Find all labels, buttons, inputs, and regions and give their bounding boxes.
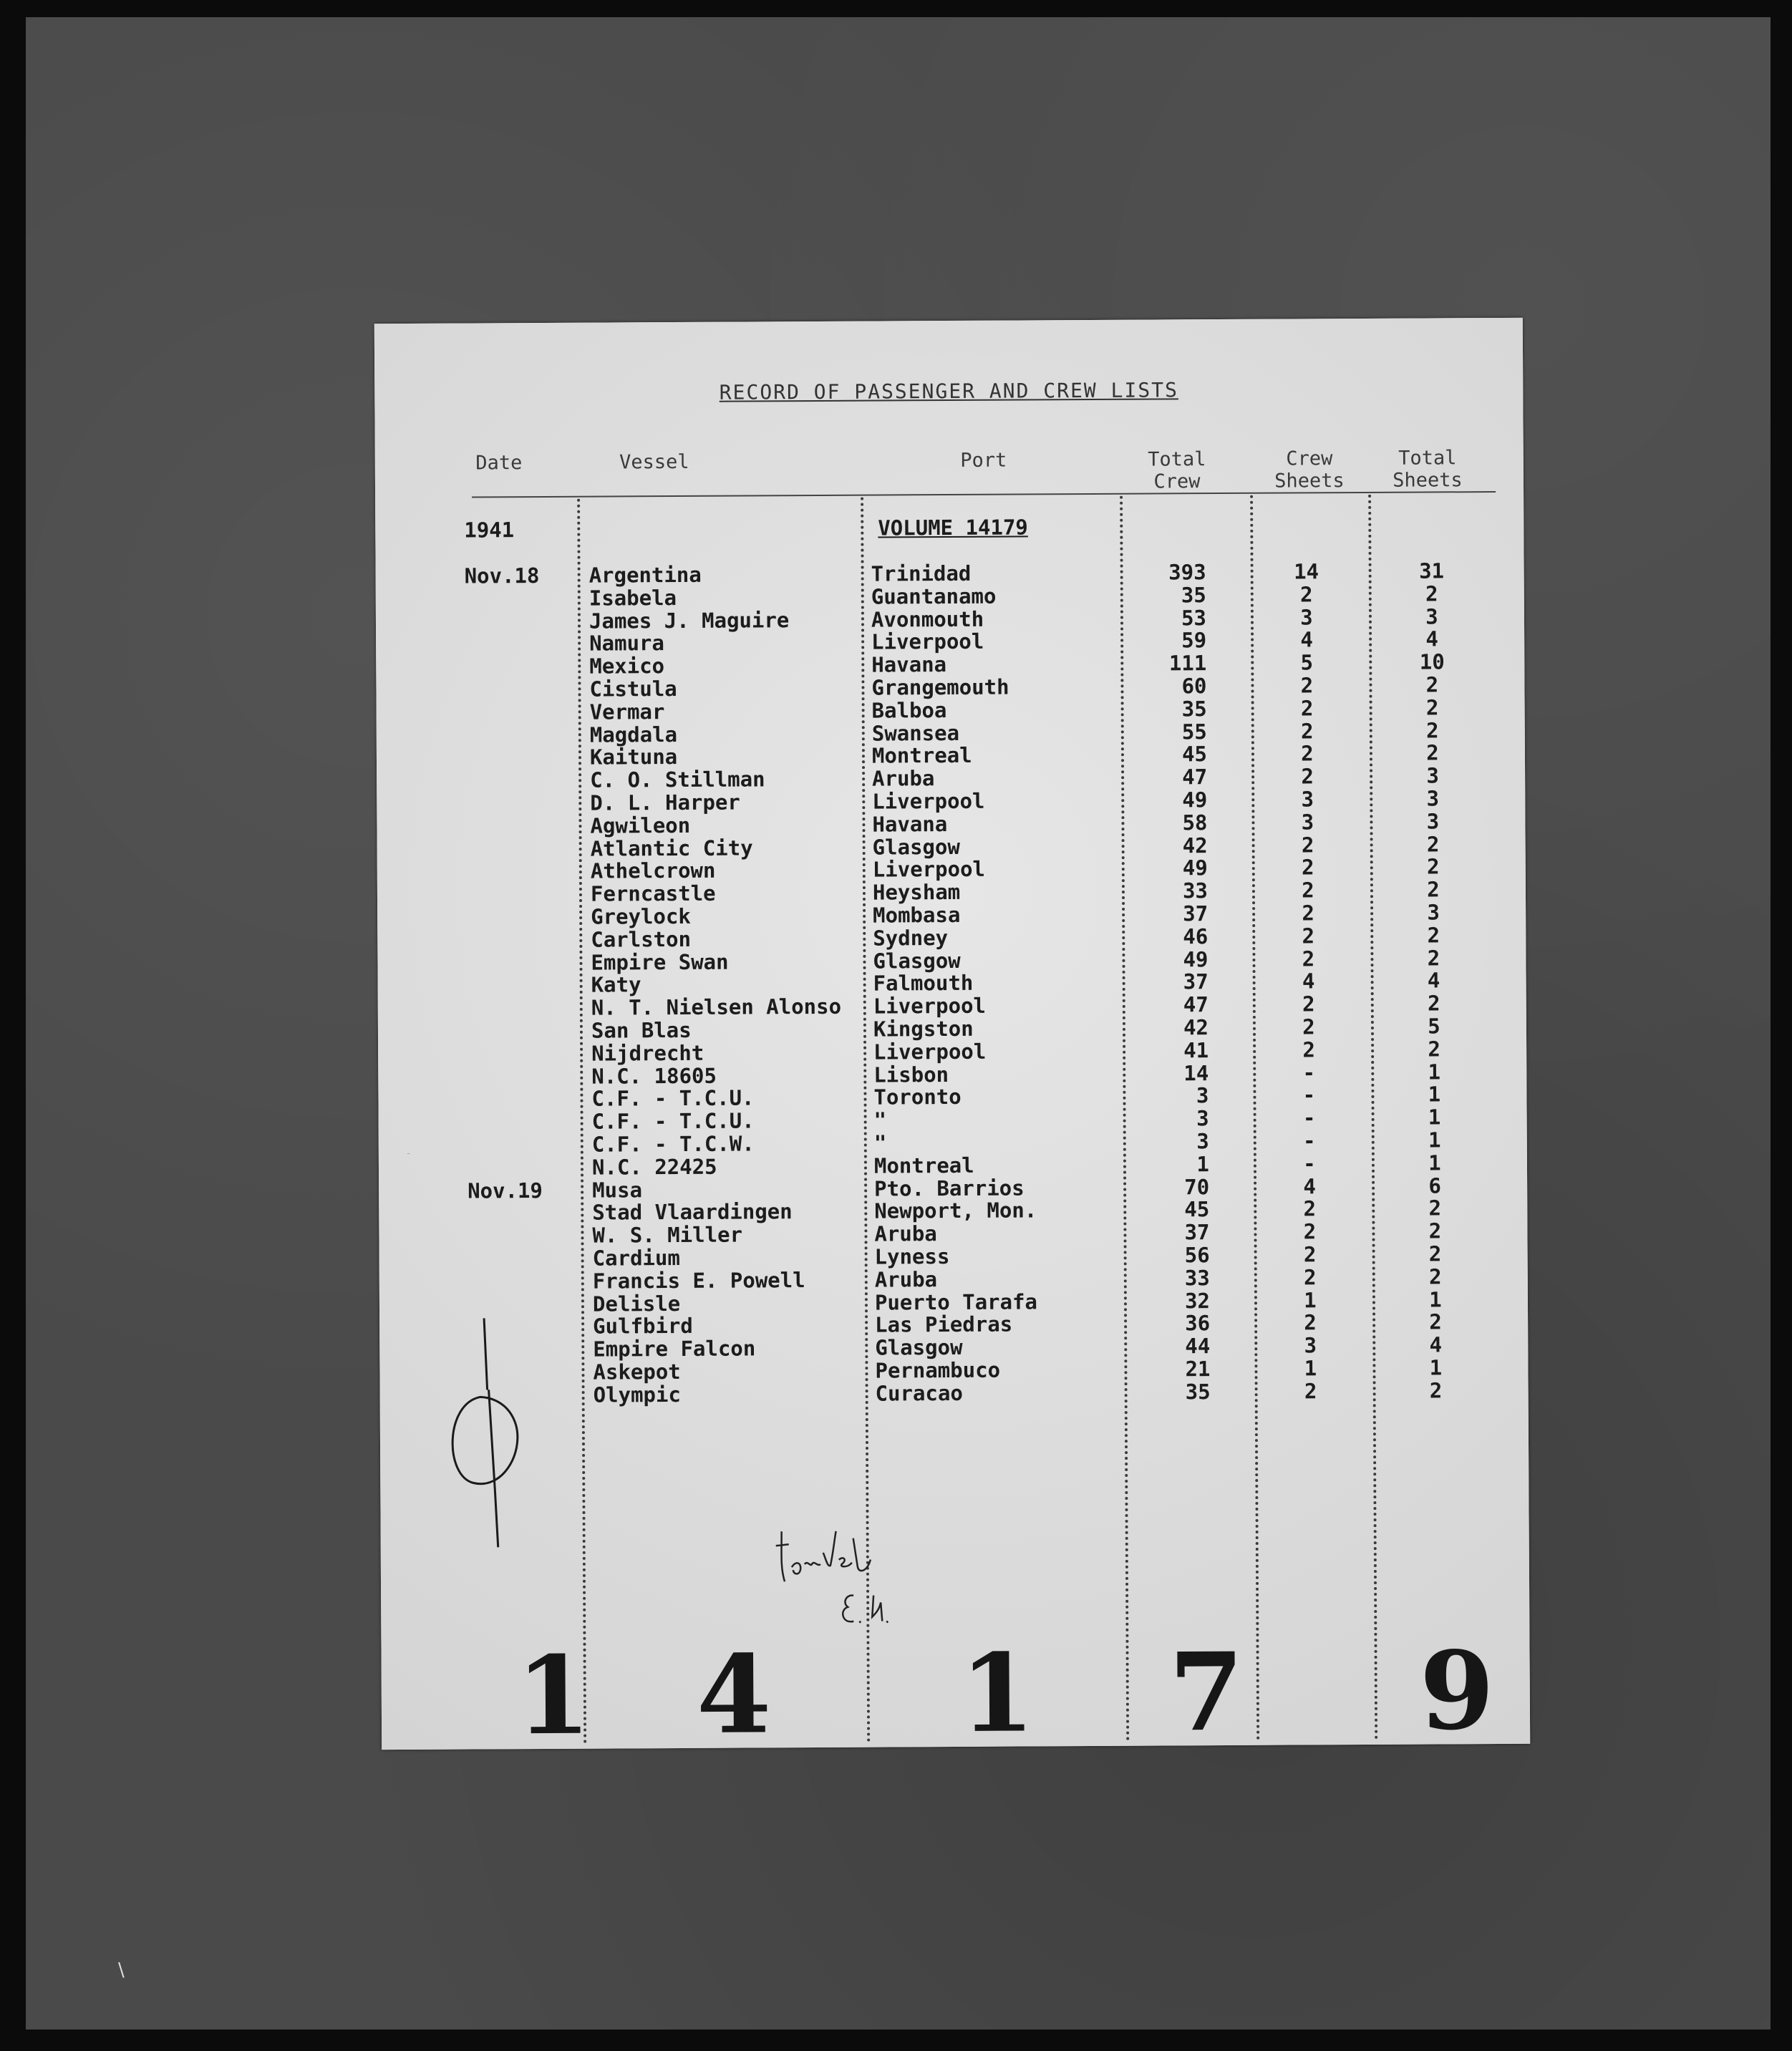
volume-label: VOLUME 14179 [878, 515, 1028, 540]
row-vessel: San Blas [591, 1017, 692, 1043]
row-total-sheets: 5 [1428, 1014, 1440, 1039]
row-vessel: Greylock [591, 903, 691, 929]
row-port: Trinidad [871, 561, 972, 586]
row-total-crew: 53 [1181, 605, 1207, 630]
row-port: Liverpool [872, 857, 986, 882]
row-port: Mombasa [873, 902, 961, 928]
row-total-sheets: 2 [1426, 854, 1440, 879]
row-total-crew: 59 [1181, 628, 1207, 653]
row-total-crew: 3 [1196, 1083, 1209, 1108]
row-total-crew: 56 [1184, 1243, 1210, 1268]
row-crew-sheets: 2 [1303, 1219, 1317, 1244]
header-crew-sheets-line1: Crew [1286, 447, 1333, 470]
row-total-crew: 47 [1183, 992, 1209, 1017]
row-total-sheets: 1 [1428, 1105, 1441, 1130]
row-total-crew: 33 [1184, 1265, 1210, 1291]
row-total-crew: 45 [1184, 1197, 1210, 1222]
row-crew-sheets: - [1302, 1060, 1316, 1085]
row-total-crew: 49 [1183, 946, 1209, 971]
row-crew-sheets: 2 [1299, 582, 1313, 607]
row-port: Balboa [871, 697, 947, 723]
row-port: Curacao [875, 1380, 963, 1406]
row-vessel: Delisle [592, 1291, 681, 1317]
row-total-sheets: 2 [1428, 1241, 1442, 1266]
header-total-crew [1134, 448, 1220, 493]
stamp-digit: 1 [515, 1632, 591, 1760]
row-total-crew: 35 [1181, 582, 1206, 608]
row-vessel: Vermar [589, 699, 665, 724]
row-total-crew: 41 [1183, 1037, 1209, 1063]
row-crew-sheets: 2 [1302, 1037, 1315, 1062]
header-total-crew-line1: Total [1148, 448, 1206, 471]
header-port: Port [960, 449, 1007, 472]
row-crew-sheets: 3 [1300, 604, 1313, 630]
row-vessel: C. O. Stillman [590, 767, 765, 792]
row-crew-sheets: 4 [1303, 1173, 1316, 1198]
row-total-sheets: 1 [1428, 1150, 1441, 1175]
row-vessel: C.F. - T.C.W. [591, 1131, 755, 1157]
row-total-sheets: 6 [1428, 1173, 1441, 1198]
row-crew-sheets: 1 [1304, 1356, 1317, 1381]
row-port: Aruba [872, 766, 935, 791]
row-port: Liverpool [873, 993, 987, 1019]
row-port: Las Piedras [875, 1311, 1013, 1337]
row-vessel: C.F. - T.C.U. [591, 1085, 755, 1111]
row-total-sheets: 4 [1427, 968, 1440, 993]
row-vessel: Francis E. Powell [592, 1267, 805, 1294]
row-port: Glasgow [875, 1335, 963, 1360]
row-vessel: N.C. 22425 [591, 1154, 717, 1180]
row-port: Kingston [873, 1016, 974, 1042]
row-total-crew: 35 [1185, 1379, 1211, 1404]
scan-border-bottom [0, 2030, 1792, 2051]
row-port: Puerto Tarafa [874, 1289, 1038, 1315]
row-total-sheets: 2 [1427, 923, 1440, 948]
row-crew-sheets: - [1302, 1105, 1316, 1130]
row-crew-sheets: 2 [1301, 832, 1314, 858]
row-crew-sheets: 2 [1301, 741, 1314, 766]
row-vessel: W. S. Miller [592, 1222, 743, 1248]
row-port: Liverpool [871, 629, 984, 654]
row-total-sheets: 10 [1419, 649, 1445, 674]
row-vessel: James J. Maguire [589, 607, 790, 634]
row-port: Swansea [871, 720, 960, 746]
row-vessel: Kaituna [589, 745, 678, 770]
stamp-digit: 9 [1419, 1628, 1495, 1755]
row-total-crew: 46 [1183, 923, 1209, 949]
scan-border-left [0, 0, 26, 2051]
row-total-crew: 35 [1181, 696, 1207, 722]
row-vessel: N.C. 18605 [591, 1063, 717, 1089]
row-total-crew: 45 [1181, 742, 1208, 767]
signature-text: Tomley [407, 1153, 410, 1155]
row-total-sheets: 2 [1427, 945, 1440, 971]
row-vessel: Mexico [589, 654, 665, 679]
scan-border-top [0, 0, 1792, 17]
row-total-crew: 44 [1185, 1334, 1211, 1359]
row-crew-sheets: 2 [1301, 764, 1314, 789]
row-port: Lisbon [873, 1062, 949, 1087]
row-total-sheets: 1 [1429, 1355, 1443, 1380]
row-crew-sheets: 4 [1302, 969, 1315, 994]
row-total-crew: 111 [1168, 651, 1207, 676]
row-total-crew: 37 [1184, 1220, 1210, 1245]
row-port: Falmouth [873, 971, 974, 996]
stamp-digit: 1 [959, 1630, 1035, 1757]
document-title: RECORD OF PASSENGER AND CREW LISTS [719, 378, 1178, 404]
row-total-sheets: 2 [1425, 672, 1439, 697]
row-vessel: Stad Vlaardingen [592, 1199, 793, 1225]
row-port: Toronto [873, 1085, 962, 1110]
row-total-crew: 49 [1182, 855, 1208, 881]
row-port: Liverpool [872, 788, 985, 814]
row-vessel: Musa [592, 1177, 643, 1203]
row-vessel: N. T. Nielsen Alonso [591, 994, 842, 1020]
row-port: Newport, Mon. [874, 1198, 1037, 1223]
row-total-sheets: 4 [1429, 1332, 1443, 1357]
row-total-sheets: 3 [1427, 900, 1440, 925]
row-total-sheets: 2 [1428, 1218, 1442, 1243]
row-total-sheets: 3 [1426, 809, 1440, 834]
row-total-crew: 14 [1183, 1060, 1209, 1085]
row-vessel: Namura [589, 631, 664, 656]
row-port: " [873, 1107, 887, 1133]
handwritten-symbol [437, 1318, 538, 1555]
row-total-sheets: 3 [1425, 604, 1438, 629]
header-crew-sheets-line2: Sheets [1274, 470, 1345, 493]
row-port: Glasgow [872, 834, 960, 860]
row-total-sheets: 2 [1429, 1378, 1443, 1403]
row-total-crew: 37 [1183, 901, 1209, 926]
row-port: Havana [872, 811, 948, 837]
header-total-sheets-line2: Sheets [1393, 469, 1463, 492]
row-vessel: Nijdrecht [591, 1040, 704, 1066]
row-vessel: Agwileon [590, 813, 691, 838]
stamp-digit: 7 [1168, 1629, 1244, 1756]
record-table [376, 560, 1529, 1408]
row-crew-sheets: 2 [1302, 991, 1315, 1017]
row-crew-sheets: 2 [1302, 946, 1315, 971]
row-port: Heysham [872, 880, 961, 905]
row-vessel: Empire Falcon [593, 1336, 756, 1362]
row-crew-sheets: 3 [1301, 810, 1314, 835]
row-total-sheets: 31 [1419, 558, 1445, 583]
header-vessel: Vessel [619, 450, 689, 474]
document-page [374, 318, 1530, 1760]
row-port: Montreal [873, 1153, 974, 1178]
row-vessel: Askepot [593, 1359, 681, 1385]
row-total-sheets: 1 [1428, 1059, 1441, 1085]
row-date: Nov.18 [464, 563, 540, 588]
row-vessel: Isabela [589, 585, 677, 611]
header-total-sheets [1374, 447, 1481, 492]
row-crew-sheets: 3 [1304, 1333, 1317, 1358]
row-port: Pernambuco [875, 1357, 1001, 1383]
row-port: Aruba [874, 1266, 938, 1292]
row-vessel: Gulfbird [593, 1314, 693, 1339]
row-vessel: Olympic [593, 1382, 681, 1407]
row-vessel: Atlantic City [590, 835, 753, 861]
row-crew-sheets: 2 [1302, 923, 1315, 949]
row-total-sheets: 3 [1426, 763, 1439, 788]
header-crew-sheets [1263, 447, 1356, 493]
row-crew-sheets: 2 [1303, 1242, 1317, 1267]
row-total-crew: 37 [1183, 969, 1209, 994]
row-total-crew: 3 [1196, 1106, 1209, 1131]
row-crew-sheets: 2 [1301, 855, 1314, 880]
header-date: Date [475, 452, 523, 475]
row-total-sheets: 3 [1426, 786, 1440, 811]
row-total-sheets: 2 [1426, 740, 1439, 765]
scan-corner-mark: ∖ [115, 1960, 127, 1982]
row-crew-sheets: 2 [1300, 696, 1314, 721]
row-vessel: Carlston [591, 926, 692, 952]
row-total-crew: 49 [1182, 787, 1208, 813]
row-crew-sheets: 2 [1302, 1014, 1315, 1039]
row-total-crew: 393 [1168, 560, 1206, 585]
row-crew-sheets: 2 [1303, 1196, 1317, 1221]
row-vessel: Empire Swan [591, 949, 729, 975]
row-port: Avonmouth [871, 606, 984, 632]
row-crew-sheets: - [1303, 1151, 1316, 1176]
row-port: Sydney [873, 925, 949, 951]
row-crew-sheets: 2 [1304, 1310, 1317, 1335]
row-crew-sheets: 2 [1304, 1379, 1317, 1404]
row-crew-sheets: 4 [1300, 627, 1313, 652]
row-total-sheets: 2 [1425, 718, 1439, 743]
row-total-sheets: 2 [1428, 1264, 1442, 1289]
scan-border-right [1771, 0, 1792, 2051]
row-port: Glasgow [873, 948, 961, 974]
row-total-sheets: 1 [1429, 1286, 1442, 1312]
row-total-sheets: 2 [1428, 1196, 1442, 1221]
row-port: Guantanamo [871, 583, 997, 609]
row-total-crew: 1 [1196, 1151, 1210, 1176]
row-total-crew: 3 [1196, 1129, 1209, 1154]
row-crew-sheets: 14 [1294, 559, 1319, 584]
row-crew-sheets: 3 [1301, 787, 1314, 812]
row-port: Grangemouth [871, 674, 1009, 700]
row-vessel: Magdala [589, 722, 678, 747]
row-crew-sheets: 2 [1302, 901, 1314, 926]
header-total-crew-line2: Crew [1153, 470, 1201, 493]
row-port: Aruba [874, 1221, 937, 1246]
row-date: Nov.19 [468, 1178, 543, 1203]
row-port: Havana [871, 652, 947, 677]
row-port: " [873, 1130, 887, 1155]
row-total-crew: 33 [1182, 878, 1209, 903]
row-vessel: Cistula [589, 676, 677, 702]
row-total-sheets: 2 [1427, 991, 1440, 1016]
row-crew-sheets: 5 [1300, 650, 1314, 675]
row-total-sheets: 2 [1425, 695, 1439, 720]
row-vessel: Cardium [592, 1245, 680, 1271]
row-crew-sheets: - [1302, 1082, 1316, 1107]
row-total-sheets: 2 [1425, 581, 1438, 606]
row-crew-sheets: - [1302, 1128, 1316, 1153]
row-vessel: Athelcrown [590, 858, 716, 884]
row-total-crew: 42 [1183, 1015, 1209, 1040]
row-vessel: Katy [591, 972, 641, 997]
row-vessel: D. L. Harper [590, 790, 740, 815]
row-vessel: Argentina [589, 562, 702, 588]
row-crew-sheets: 1 [1304, 1287, 1317, 1312]
row-total-crew: 36 [1185, 1311, 1211, 1336]
row-total-sheets: 2 [1429, 1309, 1442, 1334]
row-crew-sheets: 2 [1300, 673, 1314, 698]
row-total-sheets: 1 [1428, 1128, 1441, 1153]
row-total-crew: 47 [1182, 765, 1208, 790]
row-total-crew: 21 [1185, 1357, 1211, 1382]
row-vessel: C.F. - T.C.U. [591, 1108, 755, 1134]
header-total-sheets-line1: Total [1398, 447, 1457, 470]
row-port: Pto. Barrios [874, 1175, 1025, 1201]
header-underline [472, 491, 1496, 498]
row-total-sheets: 2 [1426, 831, 1440, 857]
row-port: Lyness [874, 1243, 950, 1269]
row-total-sheets: 2 [1427, 877, 1440, 902]
row-crew-sheets: 2 [1300, 718, 1314, 744]
row-total-sheets: 1 [1428, 1082, 1441, 1107]
year-label: 1941 [464, 518, 515, 543]
row-crew-sheets: 2 [1302, 878, 1314, 903]
row-port: Liverpool [873, 1039, 987, 1065]
row-total-crew: 60 [1181, 674, 1207, 699]
row-total-sheets: 4 [1425, 626, 1438, 651]
row-total-sheets: 2 [1428, 1037, 1440, 1062]
row-vessel: Ferncastle [590, 881, 716, 906]
row-total-crew: 55 [1181, 719, 1207, 744]
row-total-crew: 70 [1184, 1174, 1210, 1199]
row-total-crew: 58 [1182, 810, 1208, 835]
row-total-crew: 42 [1182, 833, 1208, 858]
row-total-crew: 32 [1184, 1288, 1211, 1313]
row-crew-sheets: 2 [1303, 1265, 1317, 1290]
row-port: Montreal [871, 743, 972, 768]
stamp-digit: 4 [696, 1631, 772, 1758]
